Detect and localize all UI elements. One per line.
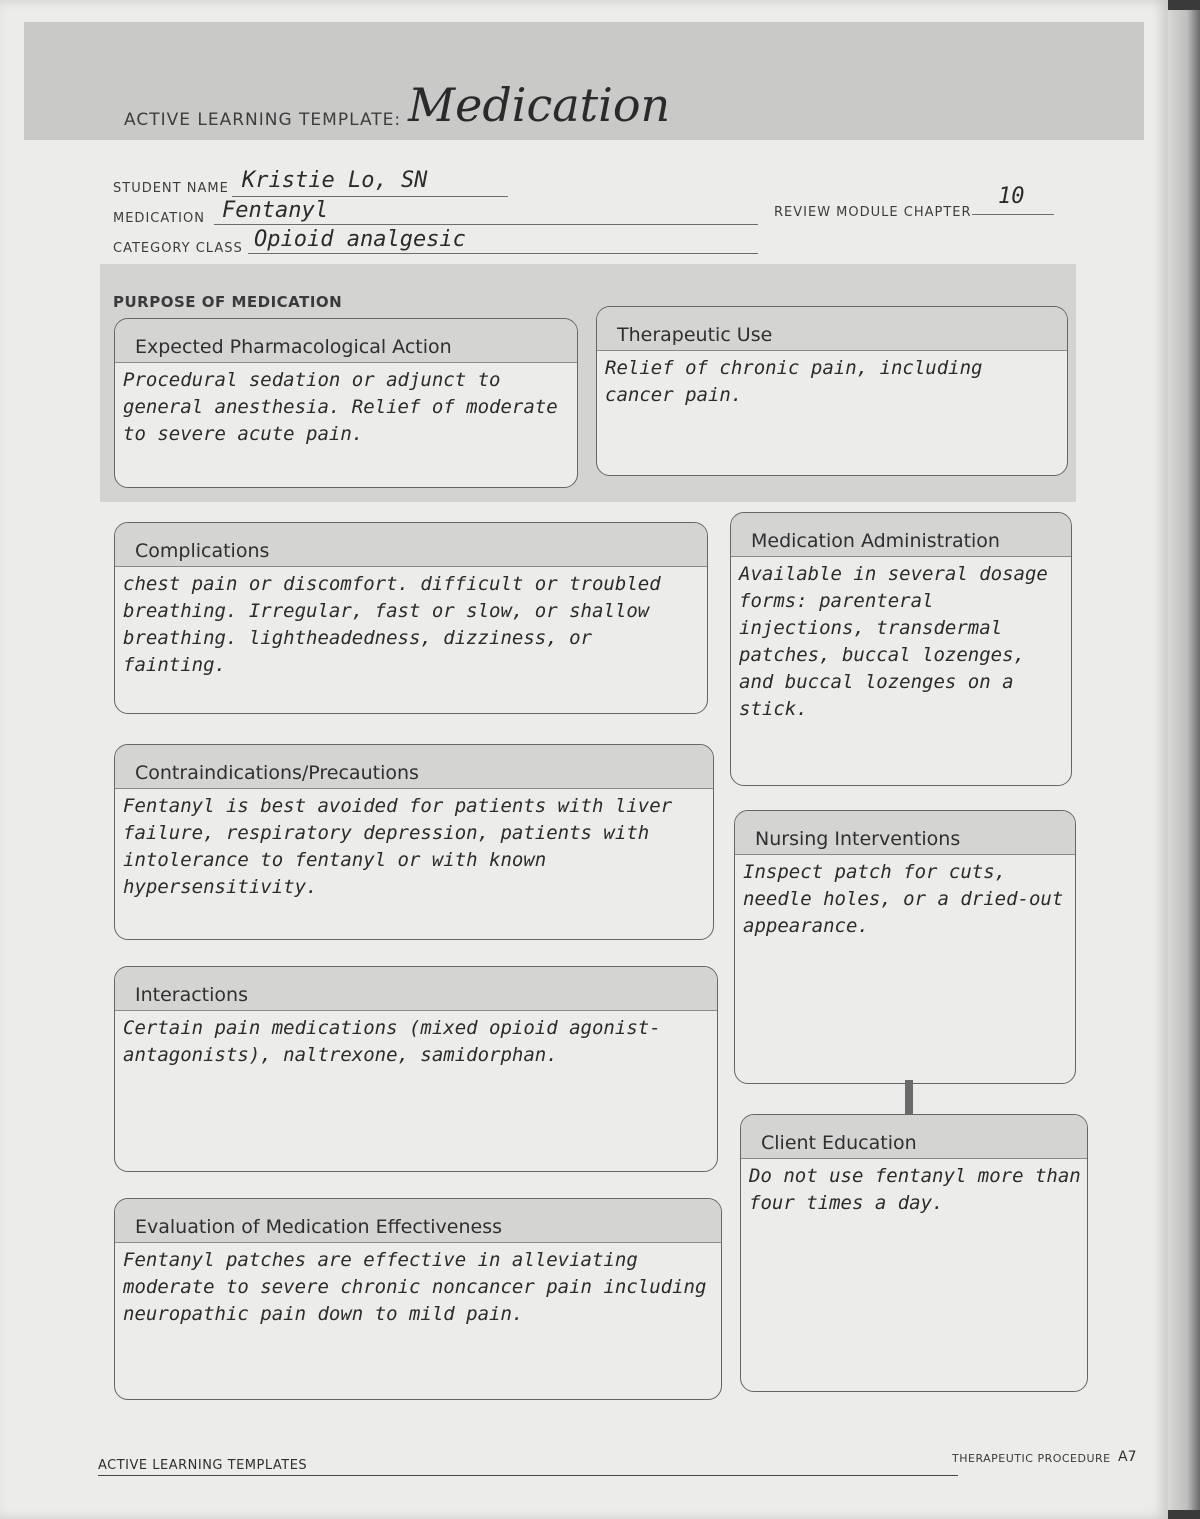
expected-action-box [114, 318, 578, 488]
purpose-label: PURPOSE OF MEDICATION [113, 293, 343, 311]
complications-text: chest pain or discomfort. difficult or troubled breathing. Irregular, fast or slow, or shallow breathing. lightheadedness, dizziness, or fainting. [123, 573, 661, 676]
complications-title: Complications [115, 523, 707, 567]
nursing-interventions-box [734, 810, 1076, 1084]
evaluation-text: Fentanyl patches are effective in alleviating moderate to severe chronic noncancer pain including neuropathic pain down to mild pain. [123, 1249, 707, 1325]
medication-administration-title: Medication Administration [731, 513, 1071, 557]
footer-page-number: A7 [1118, 1449, 1137, 1465]
nursing-interventions-text: Inspect patch for cuts, needle holes, or a dried-out appearance. [743, 861, 1064, 937]
medication-value: Fentanyl [222, 198, 328, 223]
student-name-line [232, 196, 508, 197]
footer-right: THERAPEUTIC PROCEDURE [952, 1452, 1111, 1465]
client-education-text: Do not use fentanyl more than four times a day. [749, 1165, 1081, 1214]
expected-action-text: Procedural sedation or adjunct to general anesthesia. Relief of moderate to severe acute pain. [123, 369, 558, 445]
expected-action-title: Expected Pharmacological Action [115, 319, 577, 363]
category-value: Opioid analgesic [254, 227, 466, 252]
contraindications-box [114, 744, 714, 940]
template-title: Medication [408, 78, 671, 132]
category-label: CATEGORY CLASS [113, 241, 243, 256]
client-education-box [740, 1114, 1088, 1392]
template-label: ACTIVE LEARNING TEMPLATE: [124, 110, 402, 130]
nursing-interventions-title: Nursing Interventions [735, 811, 1075, 855]
footer-left: ACTIVE LEARNING TEMPLATES [98, 1458, 958, 1476]
category-line [248, 253, 758, 254]
medication-label: MEDICATION [113, 211, 205, 226]
chapter-line [972, 214, 1054, 215]
interactions-text: Certain pain medications (mixed opioid agonist-antagonists), naltrexone, samidorphan. [123, 1017, 661, 1066]
interactions-box [114, 966, 718, 1172]
medication-line [214, 224, 758, 225]
chapter-label: REVIEW MODULE CHAPTER [774, 205, 972, 220]
chapter-value: 10 [998, 184, 1025, 209]
interactions-title: Interactions [115, 967, 717, 1011]
evaluation-box [114, 1198, 722, 1400]
complications-box [114, 522, 708, 714]
medication-administration-text: Available in several dosage forms: parenteral injections, transdermal patches, buccal lozenges, and buccal lozenges on a stick. [739, 563, 1048, 720]
client-education-title: Client Education [741, 1115, 1087, 1159]
therapeutic-use-title: Therapeutic Use [597, 307, 1067, 351]
therapeutic-use-box [596, 306, 1068, 476]
student-name-label: STUDENT NAME [113, 181, 229, 196]
therapeutic-use-text: Relief of chronic pain, including cancer pain. [605, 357, 983, 406]
medication-administration-box [730, 512, 1072, 786]
student-name-value: Kristie Lo, SN [242, 168, 428, 193]
page-edge [1168, 10, 1200, 1510]
evaluation-title: Evaluation of Medication Effectiveness [115, 1199, 721, 1243]
connector-line [905, 1080, 913, 1114]
contraindications-title: Contraindications/Precautions [115, 745, 713, 789]
contraindications-text: Fentanyl is best avoided for patients with liver failure, respiratory depression, patients with intolerance to fentanyl or with known hypersensitivity. [123, 795, 673, 898]
